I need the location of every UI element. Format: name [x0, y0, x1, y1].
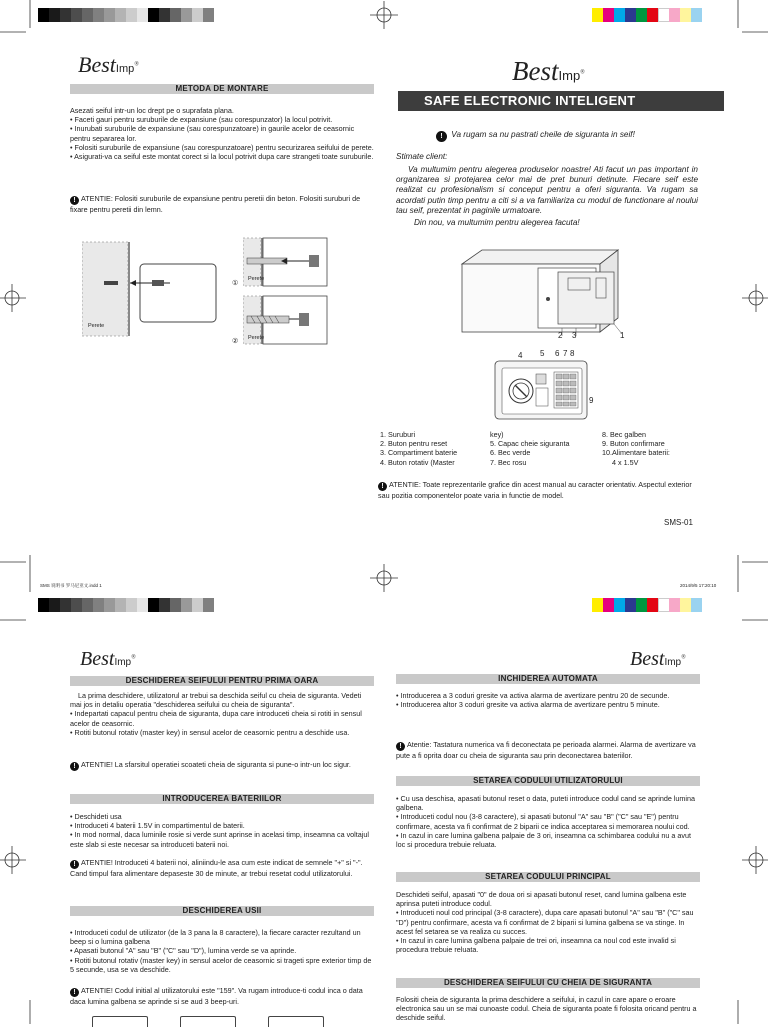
mounting-instructions: Asezati seiful intr-un loc drept pe o suprafata plana. • Faceti gauri pentru suruburile de expansiune (sau corespunzator) la locul potrivit. • Inurubati suruburile de expansiune (sau corespunzatoare) in gaurile acelor de ceasornic pentru separarea lor. • Folositi suruburile de expansiune (sau corespunzatoare) pentru securizarea seifului de perete. • Asigurati-va ca seiful este montat corect si la locul potrivit dupa care strangeti toate suruburile. [70, 106, 374, 162]
warning-icon: ! [70, 860, 79, 869]
door-open-text: • Introduceti codul de utilizator (de la 3 pana la 8 caractere), la fiecare caracter rezultand un beep si o lumina galbena • Apasati butonul "A" sau "B" ("C" sau "D"), lumina verde se va aprinde. • Rotiti butonul rotativ (master key) in sensul acelor de ceasornic si trageti spre exterior timp de 5 secunde, usa se va deschide. [70, 928, 372, 974]
section-header-emergency-key: DESCHIDEREA SEIFULUI CU CHEIA DE SIGURANTA [396, 978, 700, 988]
wall-label-1: Perete [88, 323, 105, 329]
brand-logo-4: BestImp® [630, 648, 686, 670]
callout-5: 5 [540, 349, 545, 358]
figure-label-2: ② [232, 338, 239, 345]
callout-8: 8 [570, 349, 575, 358]
auto-lock-text: • Introducerea a 3 coduri gresite va activa alarma de avertizare pentru 20 de secunde. • Introducerea altor 3 coduri gresite va activa alarma de avertizare pentru 5 minute. [396, 691, 670, 710]
notice-line: ! Va rugam sa nu pastrati cheile de siguranta in seif! [436, 130, 716, 142]
intro-paragraph: Va multumim pentru alegerea produselor noastre! Ati facut un pas important in organizarea si protejarea celor mai de pret bunuri detinute. Fiecare seif este realizat cu profesionalism si conceput pentru a oferi siguranta. Va rugam sa acordati putin timp pentru a citi si a va familiariza cu modul de functionare al noului tau seif, prezentat in paginile urmatoare. [396, 165, 698, 215]
keypad-figure-3 [268, 1016, 324, 1027]
door-open-warning: ! ATENTIE! Codul initial al utilizatorului este "159". Va rugam introduce-ti codul inca o data daca lumina galbena se aprinde si se aud 3 beep-uri. [70, 986, 363, 1006]
first-open-text: La prima deschidere, utilizatorul ar trebui sa deschida seiful cu cheia de siguranta. Vedeti mai jos in detaliu operatia "deschiderea seifului cu cheia de siguranta". • Indepartati capacul pentru cheia de siguranta, dupa care introduceti cheia si rotiti in sensul acelor de ceasornic. • Rotiti butonul rotativ (master key) in sensul acelor de ceasornic pentru a deschide usa. [70, 691, 362, 737]
print-slug-right: 2014/9/5 17:20:10 [680, 583, 717, 588]
keypad-figure-1 [92, 1016, 148, 1027]
callout-2: 2 [558, 331, 563, 340]
callout-9: 9 [589, 396, 594, 405]
section-header-door-open: DESCHIDEREA USII [70, 906, 374, 916]
warning-icon: ! [378, 482, 387, 491]
parts-list-col2: key) 5. Capac cheie siguranta 6. Bec verde 7. Bec rosu [490, 430, 570, 467]
brand-logo: BestImp® [78, 52, 139, 77]
callout-1: 1 [620, 331, 625, 340]
parts-list-col3: 8. Bec galben 9. Buton confirmare 10.Alimentare baterii: 4 x 1.5V [602, 430, 670, 467]
emergency-key-text: Folositi cheia de siguranta la prima deschidere a seifului, in cazul in care apare o eroare electronica sau un se mai cunoaste codul. Cheia de siguranta poate fi folosita oricand pentru a deschide seiful. [396, 995, 697, 1023]
batteries-warning: ! ATENTIE! Introduceti 4 baterii noi, aliniindu-le asa cum este indicat de semnele "+" si "-". Cand timpul fara alimentare depaseste 30 de minute, ar trebui resetat codul utilizatorului. [70, 858, 363, 878]
callout-4: 4 [518, 351, 523, 360]
warning-icon: ! [70, 196, 79, 205]
warning-icon: ! [70, 988, 79, 997]
mounting-warning: ! ATENTIE: Folositi suruburile de expansiune pentru peretii din beton. Folositi suruburi de fixare pentru peretii din lemn. [70, 194, 361, 214]
warning-icon: ! [396, 742, 405, 751]
parts-list-col1: 1. Suruburi 2. Buton pentru reset 3. Compartiment baterie 4. Buton rotativ (Master [380, 430, 458, 467]
batteries-text: • Deschideti usa • Introduceti 4 baterii 1.5V in compartimentul de baterii. • In mod normal, daca luminile rosie si verde sunt aprinse in acelasi timp, inseamna ca voltajul este slab si este necesar sa introduceti baterii noi. [70, 812, 369, 849]
safe-illustration [454, 244, 644, 340]
figure-label-1: ① [232, 280, 239, 287]
wall-label-3: Perete [248, 335, 265, 341]
brand-logo-3: BestImp® [80, 648, 136, 670]
first-open-warning: ! ATENTIE! La sfarsitul operatiei scoateti cheia de siguranta si pune-o intr-un loc sigur. [70, 760, 374, 771]
greeting: Stimate client: [396, 152, 448, 161]
section-header-first-open: DESCHIDEREA SEIFULUI PENTRU PRIMA OARA [70, 676, 374, 686]
page-title: SAFE ELECTRONIC INTELIGENT [398, 91, 724, 111]
section-header-user-code: SETAREA CODULUI UTILIZATORULUI [396, 776, 700, 786]
section-header-batteries: INTRODUCEREA BATERIILOR [70, 794, 374, 804]
print-slug-left: SMS 说明书 罗马尼亚文.indd 1 [40, 583, 102, 588]
user-code-text: • Cu usa deschisa, apasati butonul reset o data, puteti introduce codul cand se aprinde lumina galbena. • Introduceti codul nou (3-8 caractere), si apasati butonul "A" sau "B" ("C" sau "E") pentru confirmare, acesta va fi confirmat de 2 biparii ce indica acceptarea si memorarea noului cod. • In cazul in care lumina galbena palpaie de 3 ori, inseamna ca schimbarea codului nu a avut loc si procedura trebuie reluata. [396, 794, 695, 850]
warning-icon: ! [436, 131, 447, 142]
model-code: SMS-01 [664, 518, 693, 527]
callout-3: 3 [572, 331, 577, 340]
auto-lock-warning: ! Atentie: Tastatura numerica va fi deconectata pe perioada alarmei. Alarma de avertizare va pute a fi oprita doar cu cheia de siguranta sau prin deconectarea bateriilor. [396, 740, 696, 760]
section-header-mounting: METODA DE MONTARE [70, 84, 374, 94]
keypad-figure-2 [180, 1016, 236, 1027]
section-header-master-code: SETAREA CODULUI PRINCIPAL [396, 872, 700, 882]
thanks-line: Din nou, va multumim pentru alegerea facuta! [414, 218, 580, 227]
callout-7: 7 [563, 349, 568, 358]
control-panel-illustration [494, 360, 594, 422]
warning-icon: ! [70, 762, 79, 771]
wall-label-2: Perete [248, 276, 265, 282]
section-header-auto-lock: INCHIDEREA AUTOMATA [396, 674, 700, 684]
callout-6: 6 [555, 349, 560, 358]
master-code-text: Deschideti seiful, apasati "0" de doua ori si apasati butonul reset, cand lumina galbena este aprinsa puteti introduce codul. • Introduceti noul cod principal (3-8 caractere), dupa care apasati butonul "A" sau "B" ("C" sau "D") pentru confirmare, acesta va fi confirmat de 2 biparii si lumina galbena se va stinge. In acest fel setarea se va realiza cu succes. • In cazul in care lumina galbena palpaie de trei ori, inseamna ca noul cod este invalid si procedura trebuie reluata. [396, 890, 694, 955]
brand-logo-2: BestImp® [512, 56, 585, 86]
illustrations-warning: ! ATENTIE: Toate reprezentarile grafice din acest manual au caracter orientativ. Aspectul exterior sau pozitia componentelor poate varia in functie de model. [378, 480, 692, 500]
